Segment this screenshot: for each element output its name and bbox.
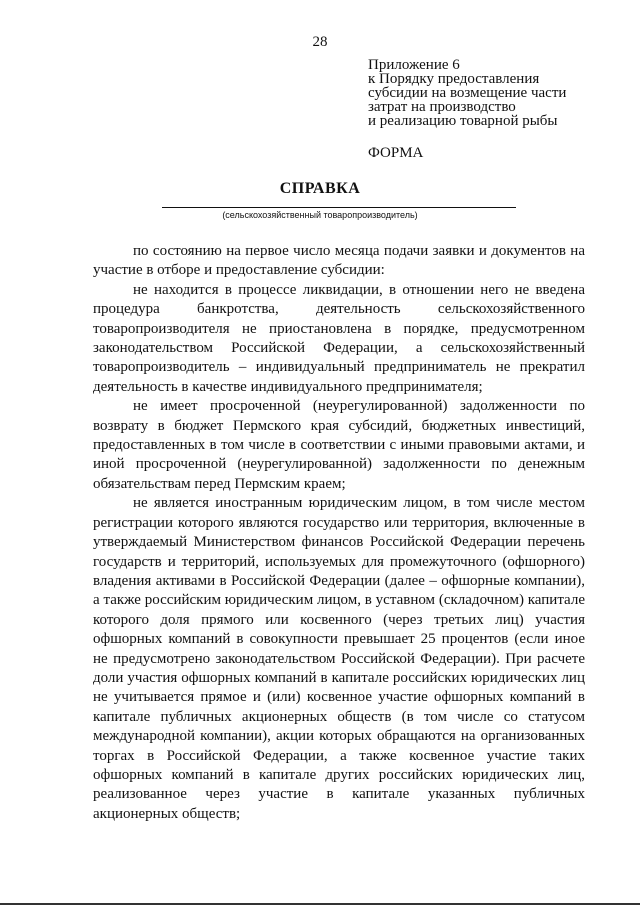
appendix-block <box>368 58 618 128</box>
fill-in-caption: (сельскохозяйственный товаропроизводитель) <box>222 210 418 220</box>
body-paragraph: не находится в процессе ликвидации, в отношении него не введена процедура банкротства, деятельность сельскохозяйственного товаропроизводителя не приостановлена в порядке, предусмотренном законодательством Российской Федерации, а сельскохозяйственный товаропроизводитель – индивидуальный предприниматель не прекратил деятельность в качестве индивидуального предпринимателя; <box>93 281 585 395</box>
appendix-line: Приложение 6 <box>368 57 460 73</box>
document-title: СПРАВКА <box>279 180 361 197</box>
appendix-line: к Порядку предоставления <box>368 71 540 87</box>
document-body <box>93 242 585 824</box>
body-paragraph: по состоянию на первое число месяца подачи заявки и документов на участие в отборе и предоставление субсидии: <box>93 243 585 279</box>
appendix-line: субсидии на возмещение части <box>368 85 567 101</box>
appendix-line: затрат на производство <box>368 99 516 115</box>
appendix-line: и реализацию товарной рыбы <box>368 113 558 129</box>
page-bottom-rule <box>0 903 640 905</box>
page-number: 28 <box>312 34 328 50</box>
fill-in-line <box>162 207 516 208</box>
form-label: ФОРМА <box>368 145 424 161</box>
body-paragraph: не является иностранным юридическим лицом, в том числе местом регистрации которого являются государство или территория, включенные в утверждаемый Министерством финансов Российской Федерации перечень государств и территорий, используемых для промежуточного (офшорного) владения активами в Российской Федерации (далее – офшорные компании), а также российским юридическим лицом, в уставном (складочном) капитале которого доля прямого или косвенного (через третьих лиц) участия офшорных компаний в совокупности превышает 25 процентов (если иное не предусмотрено законодательством Российской Федерации). При расчете доли участия офшорных компаний в капитале российских юридических лиц не учитывается прямое и (или) косвенное участие офшорных компаний в капитале публичных акционерных обществ (в том числе со статусом международной компании), акции которых обращаются на организованных торгах в Российской Федерации, а также косвенное участие таких офшорных компаний в капитале других российских юридических лиц, реализованное через участие в капитале указанных публичных акционерных обществ; <box>93 495 585 822</box>
body-paragraph: не имеет просроченной (неурегулированной) задолженности по возврату в бюджет Пермского края субсидий, бюджетных инвестиций, предоставленных в том числе в соответствии с иными правовыми актами, и иной просроченной (неурегулированной) задолженности по денежным обязательствам перед Пермским краем; <box>93 398 585 492</box>
